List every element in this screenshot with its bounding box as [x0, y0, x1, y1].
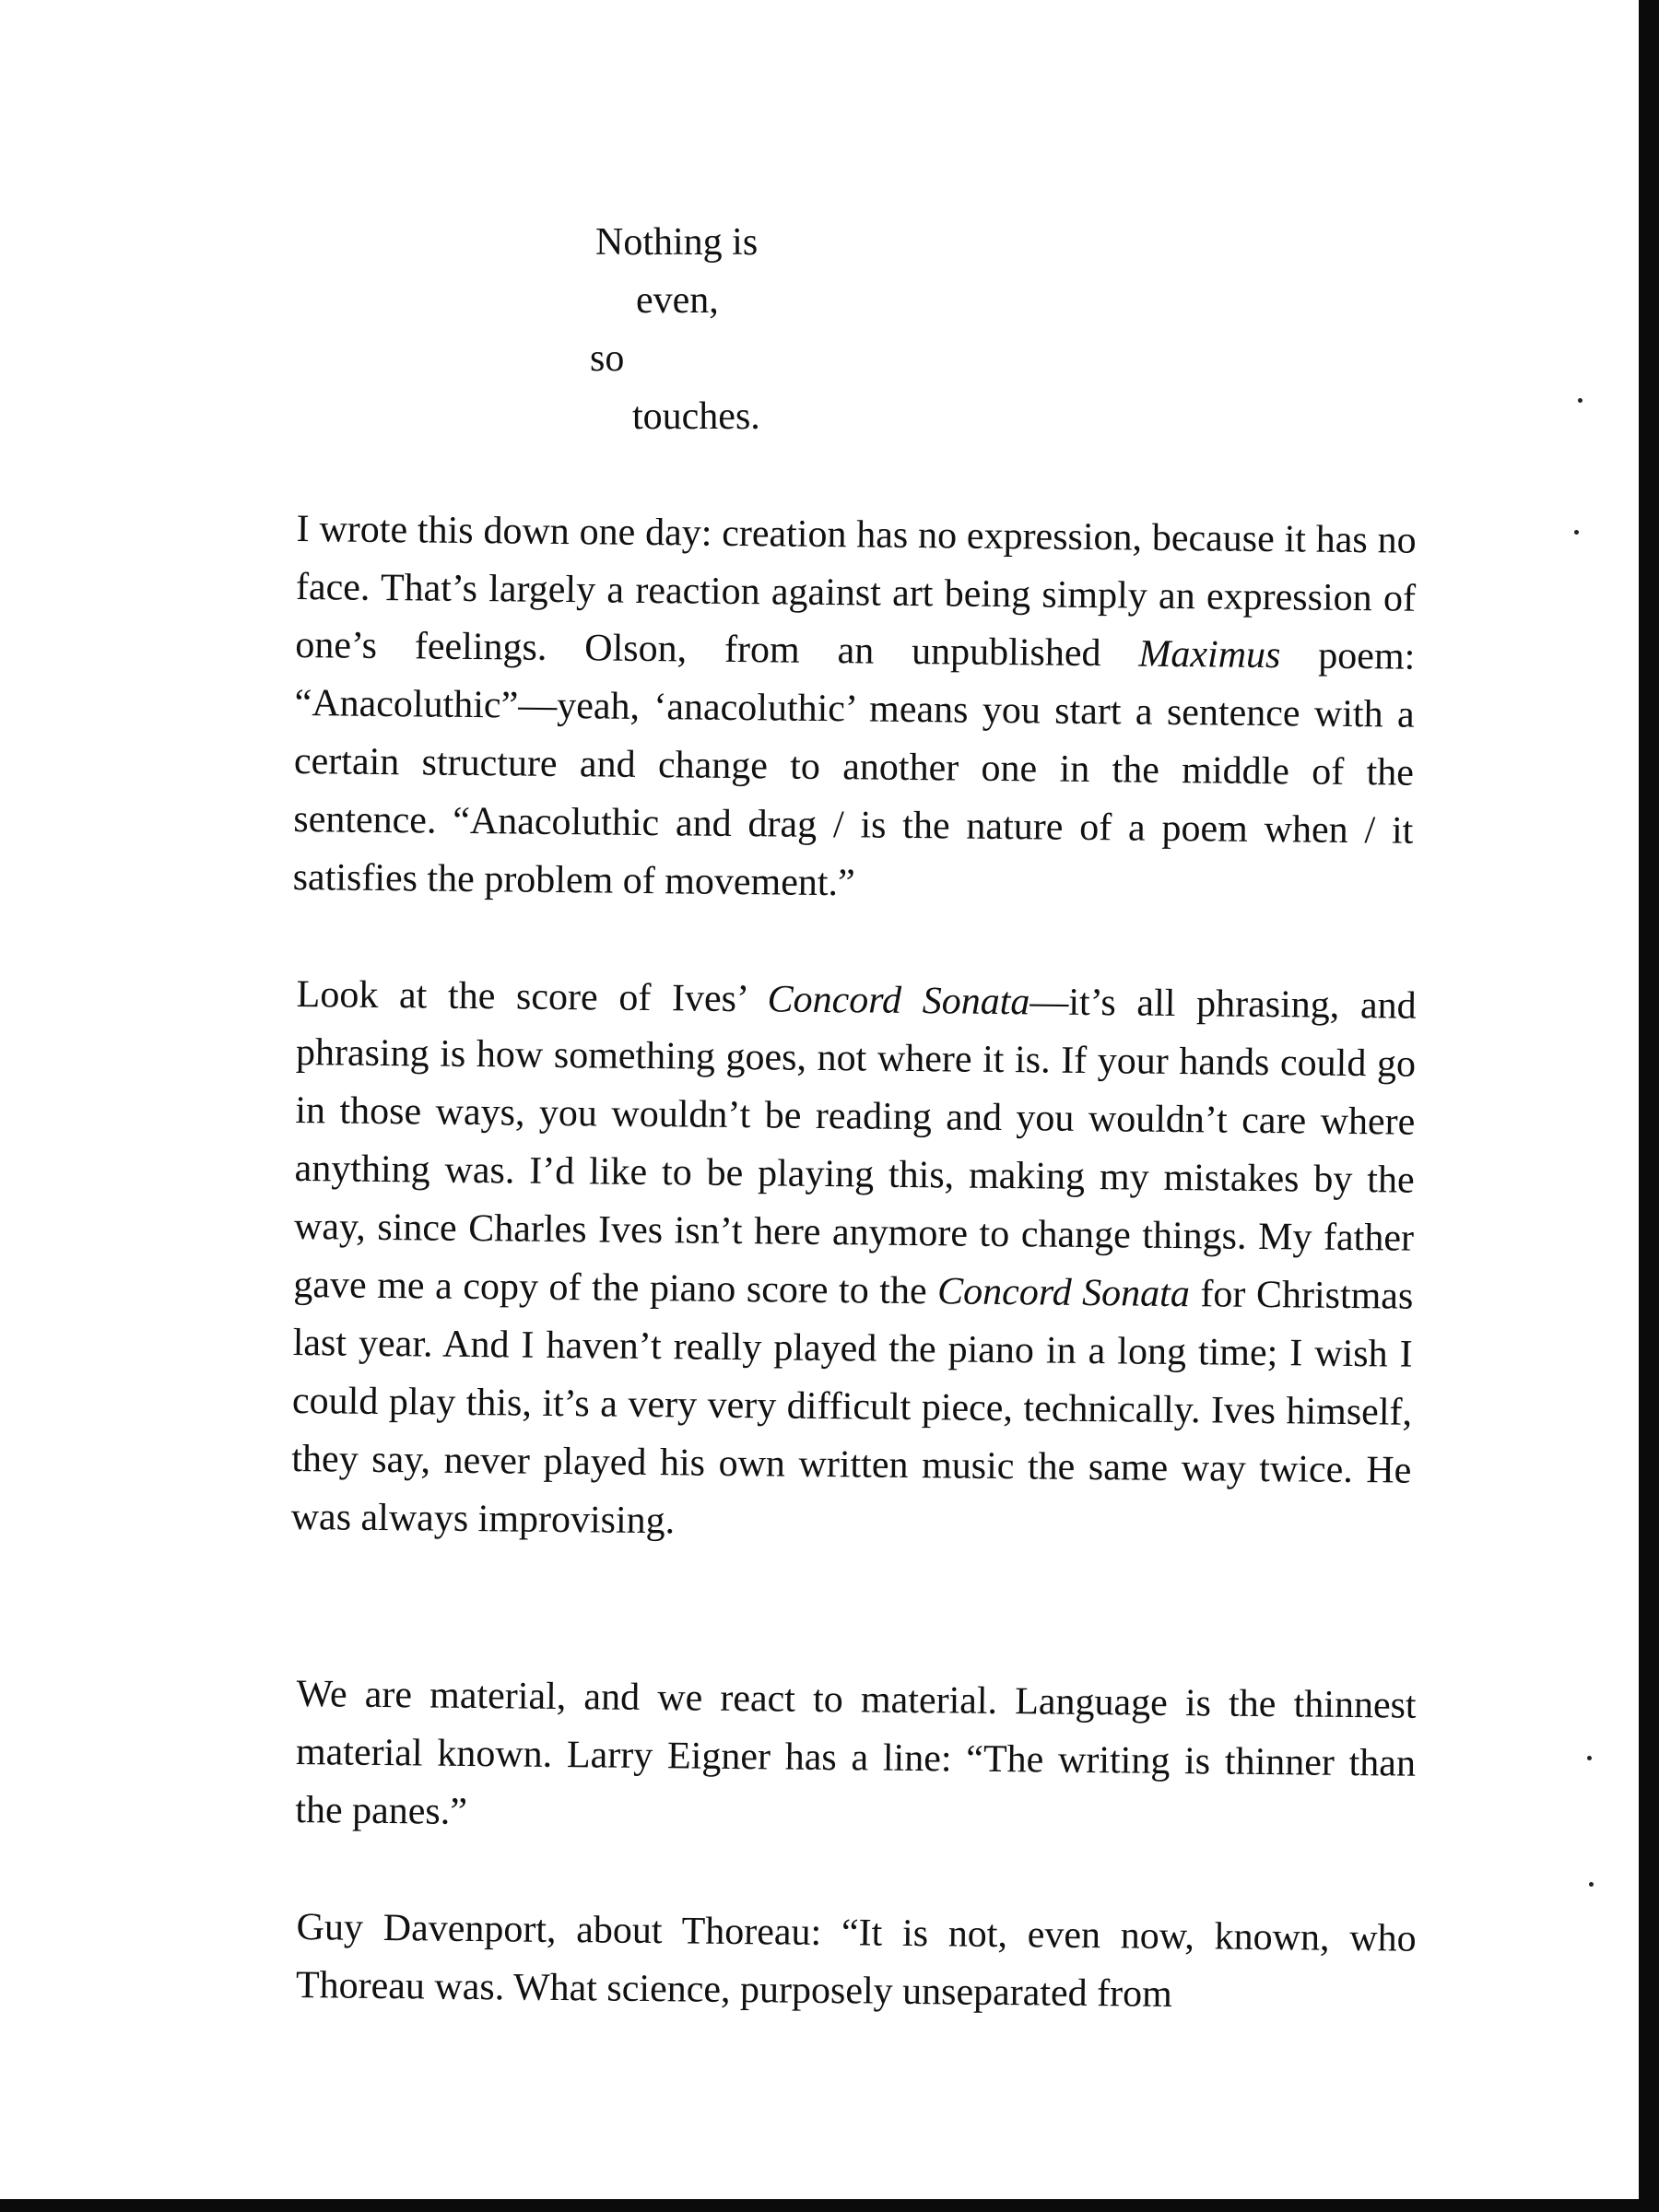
scan-speck	[1574, 530, 1579, 535]
paragraph-2-text-c: for Christmas last year. And I haven’t really played the piano in a long time; I wish I could play this, it’s a very very difficult piece, technically. Ives himself, they say, never played his own written music the same way twice. He was always improvising.	[290, 1273, 1414, 1543]
poem-line-1: Nothing is	[595, 221, 759, 264]
concord-sonata-title-2: Concord Sonata	[936, 1270, 1191, 1316]
paragraph-davenport-thoreau: Guy Davenport, about Thoreau: “It is not, even now, known, who Thoreau was. What science, purposely unseparated from	[295, 1905, 1417, 2016]
paragraph-1-text-a: I wrote this down one day: creation has no expression, because it has no face. That’s largely a reaction against art being simply an expression of one’s feelings. Olson, from an unpublished	[295, 507, 1417, 676]
opening-poem	[581, 214, 760, 446]
poem-line-3: so	[590, 337, 625, 380]
scan-speck	[1578, 398, 1583, 403]
paragraph-1-text-b: poem: “Anacoluthic”—yeah, ‘anacoluthic’ means you start a sentence with a certain structure and change to another one in the middle of the sentence. “Anacoluthic and drag / is the nature of a poem when / it satisfies the problem of movement.”	[292, 634, 1416, 905]
scan-speck	[1587, 1756, 1592, 1760]
paragraph-material: We are material, and we react to material. Language is the thinnest material known. Larry Eigner has a line: “The writing is thinner than the panes.”	[295, 1672, 1417, 1833]
paragraph-2-text-b: —it’s all phrasing, and phrasing is how something goes, not where it is. If your hands could go in those ways, you wouldn’t be reading and you wouldn’t care where anything was. I’d like to be playing this, making my mistakes by the way, since Charles Ives isn’t here anymore to change things. My father gave me a copy of the piano score to the	[293, 981, 1417, 1313]
poem-line-2: even,	[636, 279, 719, 322]
maximus-title: Maximus	[1138, 632, 1281, 677]
scan-edge-bottom	[0, 2199, 1659, 2212]
scan-edge-right	[1639, 0, 1659, 2212]
poem-line-4: touches.	[632, 395, 760, 438]
concord-sonata-title-1: Concord Sonata	[767, 978, 1030, 1024]
paragraph-concord-sonata	[290, 966, 1417, 1559]
paragraph-2-text-a: Look at the score of Ives’	[296, 972, 768, 1021]
scan-speck	[1589, 1882, 1594, 1887]
paragraph-creation-expression	[292, 500, 1417, 919]
